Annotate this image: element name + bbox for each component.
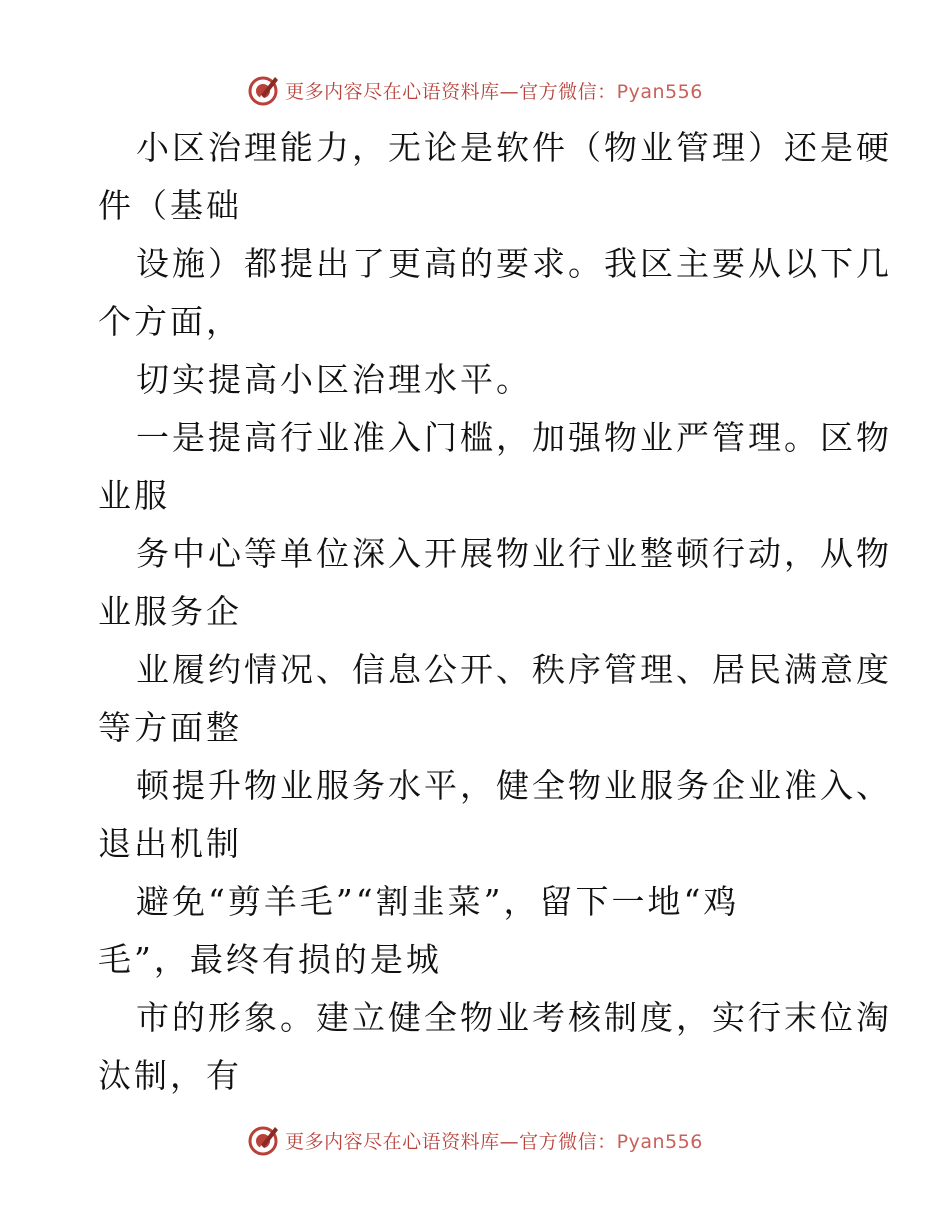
text-line: 毛”，最终有损的是城 bbox=[98, 940, 442, 979]
banner-text: 更多内容尽在心语资料库—官方微信：Pyan556 bbox=[285, 1130, 703, 1153]
text-line: 设施）都提出了更高的要求。我区主要从以下几 bbox=[136, 244, 892, 283]
text-line: 件（基础 bbox=[98, 186, 242, 225]
text-line: 避免“剪羊毛”“割韭菜”，留下一地“鸡 bbox=[136, 882, 740, 921]
text-line: 业履约情况、信息公开、秩序管理、居民满意度 bbox=[136, 650, 892, 689]
text-line: 业服 bbox=[98, 476, 170, 515]
text-line: 汰制，有 bbox=[98, 1056, 242, 1095]
text-line: 切实提高小区治理水平。 bbox=[136, 360, 532, 399]
pen-logo-icon bbox=[247, 1123, 281, 1157]
text-line: 市的形象。建立健全物业考核制度，实行末位淘 bbox=[136, 998, 892, 1037]
document-body bbox=[98, 119, 892, 1105]
text-line: 等方面整 bbox=[98, 708, 242, 747]
text-line: 务中心等单位深入开展物业行业整顿行动，从物 bbox=[136, 534, 892, 573]
footer-banner bbox=[0, 1120, 950, 1160]
banner-text: 更多内容尽在心语资料库—官方微信：Pyan556 bbox=[285, 80, 703, 103]
text-line: 业服务企 bbox=[98, 592, 242, 631]
text-line: 顿提升物业服务水平，健全物业服务企业准入、 bbox=[136, 766, 892, 805]
text-line: 一是提高行业准入门槛，加强物业严管理。区物 bbox=[136, 418, 892, 457]
pen-logo-icon bbox=[247, 73, 281, 107]
banner-handle: Pyan556 bbox=[616, 80, 703, 103]
text-line: 个方面， bbox=[98, 302, 242, 341]
header-banner bbox=[0, 70, 950, 110]
text-line: 小区治理能力，无论是软件（物业管理）还是硬 bbox=[136, 128, 892, 167]
banner-handle: Pyan556 bbox=[616, 1130, 703, 1153]
text-line: 退出机制 bbox=[98, 824, 242, 863]
